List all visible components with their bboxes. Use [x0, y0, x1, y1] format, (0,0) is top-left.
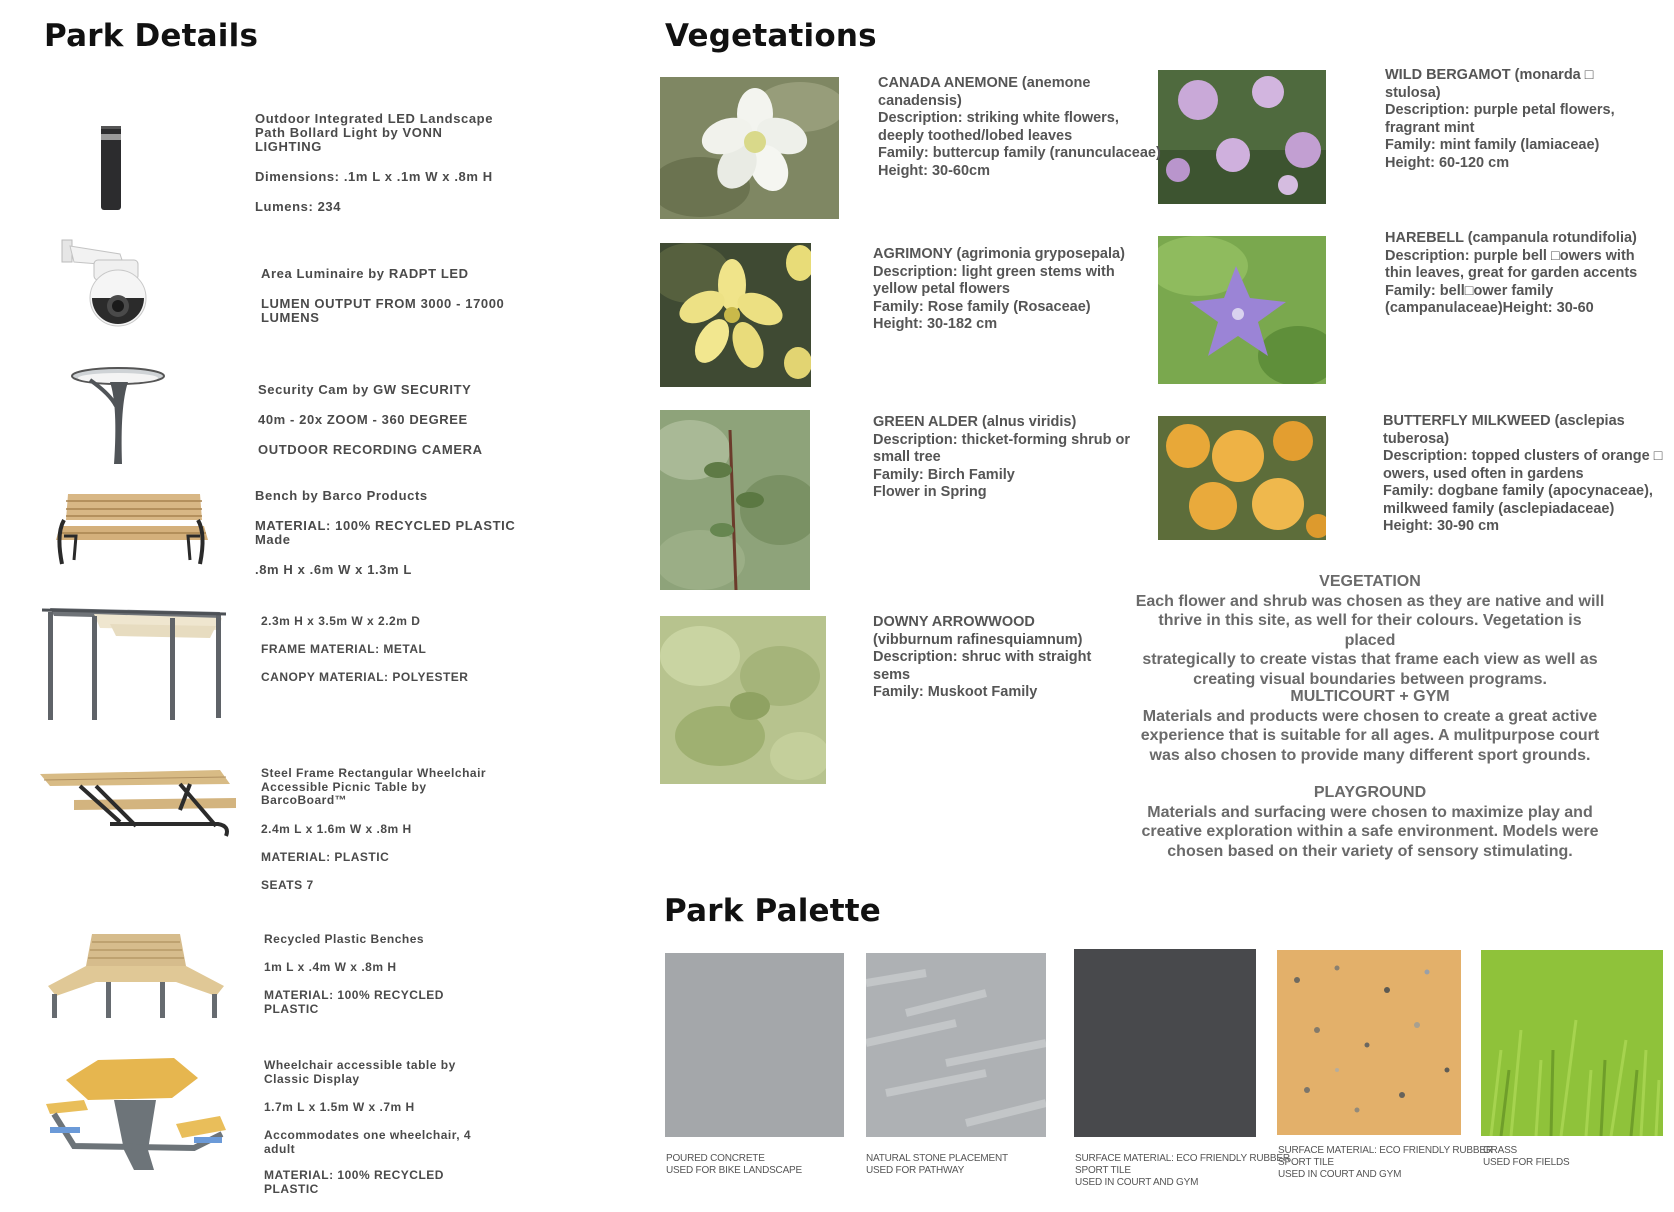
plant-text-agrimony — [873, 246, 1125, 334]
plant-line: Description: purple petal flowers, — [1385, 102, 1615, 118]
plant-line: Description: purple bell □owers with — [1385, 247, 1635, 264]
caption-line: SURFACE MATERIAL: ECO FRIENDLY RUBBER — [1278, 1145, 1493, 1156]
harebell-photo — [1158, 236, 1326, 384]
detail-line: Steel Frame Rectangular Wheelchair Accessible Picnic Table by BarcoBoard™ — [261, 766, 487, 807]
security-camera-icon — [60, 236, 150, 328]
note-line: creative exploration within a safe environment. Models were — [1141, 823, 1599, 840]
caption-line: USED FOR PATHWAY — [866, 1165, 965, 1176]
plant-line: HAREBELL (campanula rotundifolia) — [1385, 230, 1637, 246]
plant-line: Description: shruc with straight — [873, 649, 1092, 665]
note-title: VEGETATION — [1319, 573, 1421, 590]
caption-line: USED FOR FIELDS — [1483, 1157, 1570, 1168]
detail-line: Lumens: 234 — [255, 199, 342, 214]
detail-line: OUTDOOR RECORDING CAMERA — [258, 442, 483, 457]
caption-line: USED FOR BIKE LANDSCAPE — [666, 1165, 802, 1176]
plant-line: sems — [873, 666, 911, 683]
plant-text-harebell — [1385, 230, 1637, 318]
detail-line: LUMEN OUTPUT FROM 3000 - 17000 LUMENS — [261, 296, 505, 325]
plant-line: small tree — [873, 449, 941, 465]
detail-line: 2.3m H x 3.5m W x 2.2m D — [261, 614, 421, 628]
plant-text-alder — [873, 414, 1130, 502]
plant-line: Family: Birch Family — [873, 466, 1015, 483]
plant-text-arrowwood — [873, 614, 1091, 702]
plant-line: BUTTERFLY MILKWEED (asclepias — [1383, 413, 1625, 429]
plant-line: Family: buttercup family (ranunculaceae) — [878, 145, 1161, 161]
detail-line: MATERIAL: 100% RECYCLED PLASTIC — [264, 988, 444, 1016]
plant-line: Height: 30-90 cm — [1383, 518, 1500, 534]
detail-line: 1.7m L x 1.5m W x .7m H — [264, 1100, 415, 1114]
note-line: was also chosen to provide many different sport grounds. — [1149, 746, 1591, 764]
caption-line: USED IN COURT AND GYM — [1278, 1169, 1402, 1180]
detail-text-2 — [261, 267, 521, 341]
plant-line: milkweed family (asclepiadaceae) — [1383, 500, 1615, 517]
plant-line: Description: striking white flowers, — [878, 110, 1119, 126]
detail-line: 2.4m L x 1.6m W x .8m H — [261, 821, 412, 836]
plant-line: Family: Muskoot Family — [873, 684, 1038, 700]
note-vegetation — [1135, 572, 1605, 689]
plant-line: AGRIMONY (agrimonia gryposepala) — [873, 246, 1125, 262]
detail-text-7 — [264, 932, 504, 1032]
plant-line: Description: light green stems with — [873, 263, 1115, 280]
detail-text-4 — [255, 489, 525, 593]
plant-line: Height: 30-60cm — [878, 162, 991, 179]
plant-line: (campanulaceae)Height: 30-60 — [1385, 300, 1594, 316]
detail-line: .8m H x .6m W x 1.3m L — [255, 562, 412, 577]
detail-line: Area Luminaire by RADPT LED — [261, 266, 469, 281]
caption-line: NATURAL STONE PLACEMENT — [866, 1153, 1008, 1164]
plant-line: Height: 30-182 cm — [873, 316, 998, 332]
plant-line: WILD BERGAMOT (monarda □ — [1385, 67, 1594, 83]
caption-line: SPORT TILE — [1075, 1165, 1131, 1176]
bollard-light-icon — [96, 126, 128, 212]
tree-bench-icon — [46, 926, 226, 1022]
detail-text-3 — [258, 383, 518, 473]
plant-text-bergamot — [1385, 67, 1615, 172]
plant-line: stulosa) — [1385, 84, 1441, 101]
alder-photo — [660, 410, 810, 590]
detail-line: SEATS 7 — [261, 877, 314, 892]
caption-line: USED IN COURT AND GYM — [1075, 1177, 1199, 1188]
plant-line: tuberosa) — [1383, 430, 1450, 447]
detail-line: MATERIAL: 100% RECYCLED PLASTIC Made — [255, 518, 516, 547]
pergola-icon — [40, 598, 228, 724]
plant-line: (vibburnum rafinesquiamnum) — [873, 631, 1083, 648]
note-title: MULTICOURT + GYM — [1290, 688, 1450, 705]
caption-line: POURED CONCRETE — [666, 1153, 765, 1164]
detail-line: CANOPY MATERIAL: POLYESTER — [261, 670, 469, 684]
plant-line: Flower in Spring — [873, 484, 987, 500]
detail-line: 1m L x .4m W x .8m H — [264, 960, 397, 974]
plant-line: DOWNY ARROWWOOD — [873, 614, 1035, 630]
swatch-rubber-orange — [1277, 950, 1461, 1135]
detail-line: Accommodates one wheelchair, 4 adult — [264, 1128, 472, 1156]
note-line: Each flower and shrub was chosen as they are native and will — [1135, 592, 1605, 610]
detail-text-5 — [261, 614, 521, 700]
note-line: experience that is suitable for all ages. A mulitpurpose court — [1140, 727, 1600, 744]
detail-line: Bench by Barco Products — [255, 488, 428, 503]
detail-line: FRAME MATERIAL: METAL — [261, 642, 427, 656]
plant-text-anemone — [878, 75, 1161, 180]
area-lamp-icon — [70, 366, 170, 466]
note-line: Materials and surfacing were chosen to maximize play and — [1147, 803, 1593, 821]
park-palette-heading: Park Palette — [664, 893, 882, 929]
plant-line: Family: mint family (lamiaceae) — [1385, 137, 1600, 153]
detail-line: MATERIAL: 100% RECYCLED PLASTIC — [264, 1168, 444, 1196]
plant-line: yellow petal flowers — [873, 281, 1010, 297]
arrowwood-photo — [660, 616, 826, 784]
caption-line: SURFACE MATERIAL: ECO FRIENDLY RUBBER — [1075, 1153, 1290, 1164]
plant-line: Family: dogbane family (apocynaceae), — [1383, 483, 1653, 499]
detail-line: Security Cam by GW SECURITY — [258, 382, 472, 397]
swatch-caption-5 — [1483, 1145, 1569, 1169]
note-line: chosen based on their variety of sensory stimulating. — [1167, 842, 1573, 860]
agrimony-photo — [660, 243, 811, 387]
detail-text-8 — [264, 1058, 504, 1212]
bergamot-photo — [1158, 70, 1326, 204]
milkweed-photo — [1158, 416, 1326, 540]
detail-line: 40m - 20x ZOOM - 360 DEGREE — [258, 412, 468, 427]
detail-line: Recycled Plastic Benches — [264, 932, 425, 946]
picnic-table-icon — [40, 766, 240, 842]
plant-line: owers, used often in gardens — [1383, 465, 1584, 482]
detail-line: Outdoor Integrated LED Landscape Path Bollard Light by VONN LIGHTING — [255, 111, 494, 154]
plant-line: Family: bell□ower family — [1385, 282, 1554, 299]
caption-line: GRASS — [1483, 1145, 1518, 1156]
swatch-caption-2 — [866, 1153, 1008, 1177]
plant-line: Family: Rose family (Rosaceae) — [873, 298, 1091, 315]
plant-line: deeply toothed/lobed leaves — [878, 127, 1073, 144]
note-line: creating visual boundaries between programs. — [1193, 670, 1547, 688]
swatch-caption-1 — [666, 1153, 802, 1177]
note-line: strategically to create vistas that frame each view as well as — [1142, 651, 1598, 668]
note-line: Materials and products were chosen to create a great active — [1142, 707, 1598, 725]
plant-line: CANADA ANEMONE (anemone — [878, 75, 1091, 91]
plant-line: fragrant mint — [1385, 119, 1475, 136]
swatch-caption-3 — [1075, 1153, 1290, 1189]
caption-line: SPORT TILE — [1278, 1157, 1334, 1168]
vegetations-heading: Vegetations — [665, 18, 877, 54]
swatch-rubber-dark — [1074, 949, 1256, 1137]
note-multicourt — [1135, 687, 1605, 765]
hexagon-table-icon — [44, 1054, 236, 1176]
detail-line: Dimensions: .1m L x .1m W x .8m H — [255, 169, 493, 184]
park-details-heading: Park Details — [44, 18, 259, 54]
swatch-poured-concrete — [665, 953, 844, 1137]
note-title: PLAYGROUND — [1313, 784, 1427, 801]
swatch-grass — [1481, 950, 1663, 1136]
bench-icon — [54, 490, 210, 566]
plant-text-milkweed — [1383, 413, 1662, 536]
plant-line: GREEN ALDER (alnus viridis) — [873, 414, 1077, 430]
plant-line: Height: 60-120 cm — [1385, 154, 1510, 171]
anemone-photo — [660, 77, 839, 219]
detail-line: Wheelchair accessible table by Classic Display — [264, 1058, 456, 1086]
swatch-natural-stone — [866, 953, 1046, 1137]
detail-text-1 — [255, 112, 515, 230]
plant-line: Description: topped clusters of orange □ — [1383, 448, 1663, 464]
note-line: thrive in this site, as well for their colours. Vegetation is placed — [1158, 612, 1582, 649]
plant-line: thin leaves, great for garden accents — [1385, 265, 1638, 281]
detail-text-6 — [261, 767, 521, 908]
plant-line: Description: thicket-forming shrub or — [873, 431, 1130, 448]
swatch-caption-4 — [1278, 1145, 1493, 1181]
detail-line: MATERIAL: PLASTIC — [261, 849, 390, 864]
note-playground — [1135, 783, 1605, 861]
plant-line: canadensis) — [878, 92, 962, 109]
